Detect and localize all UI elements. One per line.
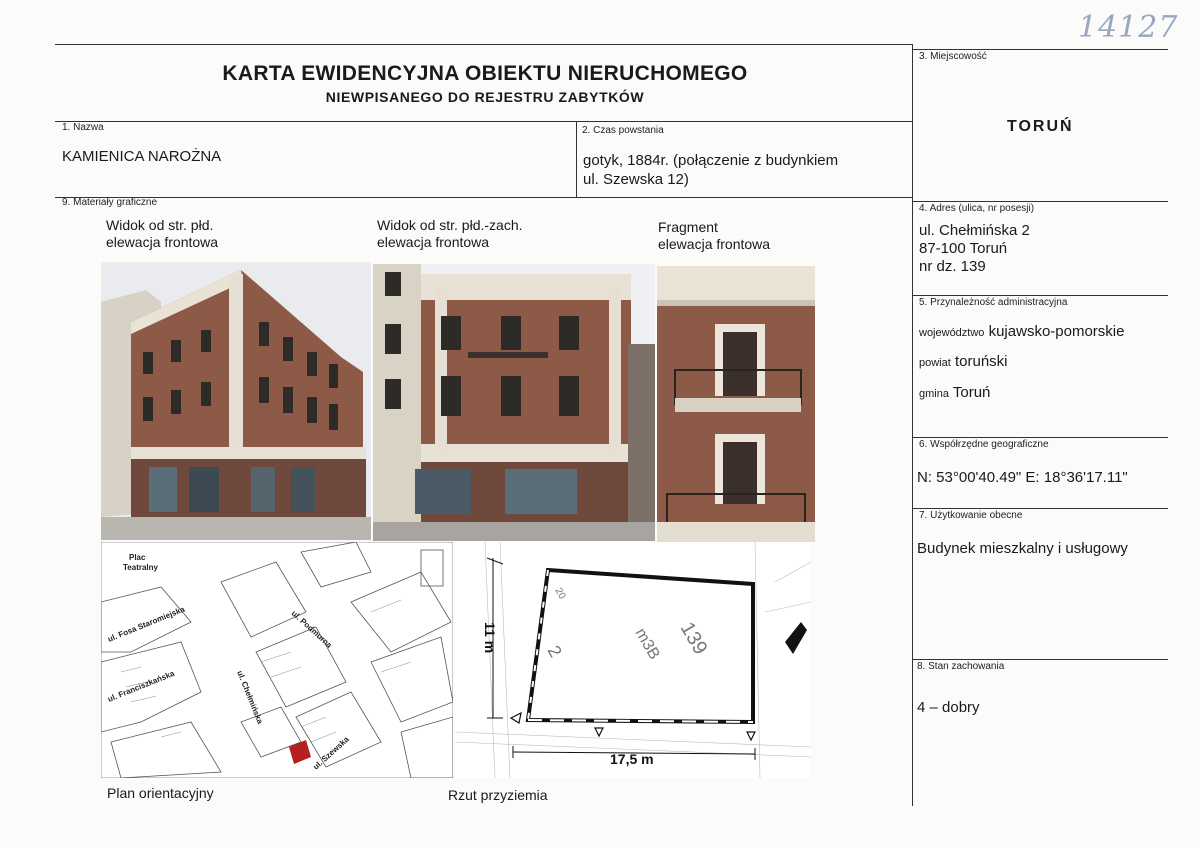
- photo2-caption: Widok od str. płd.-zach. elewacja frontowa: [377, 217, 523, 250]
- map-label-franciszkanska: ul. Franciszkańska: [106, 668, 176, 704]
- graphics-label: 9. Materiały graficzne: [62, 197, 158, 208]
- floorplan-height-label: 11 m: [482, 622, 498, 654]
- coordinates-value: N: 53°00'40.49" E: 18°36'17.11": [917, 469, 1128, 486]
- condition-value: 4 – dobry: [917, 699, 980, 716]
- photo1-caption: Widok od str. płd. elewacja frontowa: [106, 217, 219, 250]
- address-line1: ul. Chełmińska 2: [919, 222, 1030, 239]
- plan-caption: Plan orientacyjny: [107, 785, 214, 801]
- map-label-chelminska: ul. Chełmińska: [235, 669, 265, 726]
- floorplan-mark-2: 2: [543, 642, 566, 661]
- coordinates-label: 6. Współrzędne geograficzne: [919, 439, 1049, 450]
- row-divider-2: [55, 197, 913, 198]
- photo-fragment: [657, 266, 815, 542]
- photo-southwest-view: [373, 264, 655, 541]
- admin-label: 5. Przynależność administracyjna: [919, 297, 1068, 308]
- right-row-divider-1: [913, 201, 1168, 202]
- locality-label: 3. Miejscowość: [919, 51, 987, 62]
- orientation-map: [101, 542, 453, 778]
- floorplan-mark-m3b: m3B: [631, 625, 663, 663]
- right-top-border: [913, 49, 1168, 50]
- floorplan-parcel-number: 139: [675, 618, 712, 659]
- admin-commune: gmina Toruń: [919, 384, 991, 401]
- name-label: 1. Nazwa: [62, 122, 104, 133]
- photo-south-view: [101, 262, 371, 540]
- current-use-label: 7. Użytkowanie obecne: [919, 510, 1023, 521]
- construction-time-label: 2. Czas powstania: [582, 125, 664, 136]
- row-divider-1: [55, 121, 913, 122]
- construction-time-line1: gotyk, 1884r. (połączenie z budynkiem: [583, 152, 839, 169]
- address-label: 4. Adres (ulica, nr posesji): [919, 203, 1035, 214]
- handwritten-inventory-number: 14127: [1078, 10, 1179, 45]
- map-label-teatralny: Teatralny: [123, 563, 158, 572]
- floorplan-mark-20: 20: [552, 586, 568, 602]
- name-time-divider: [576, 121, 577, 198]
- column-divider: [912, 44, 913, 806]
- admin-voivodeship: województwo kujawsko-pomorskie: [919, 323, 1125, 340]
- locality-value: TORUŃ: [1007, 118, 1074, 135]
- map-label-fosa: ul. Fosa Staromiejska: [106, 604, 187, 644]
- address-line2: 87-100 Toruń: [919, 240, 1008, 257]
- right-row-divider-4: [913, 508, 1168, 509]
- document-subtitle: NIEWPISANEGO DO REJESTRU ZABYTKÓW: [325, 89, 645, 105]
- floorplan-caption: Rzut przyziemia: [448, 787, 548, 803]
- floorplan-width-label: 17,5 m: [610, 751, 654, 767]
- right-row-divider-3: [913, 437, 1168, 438]
- document-title: KARTA EWIDENCYJNA OBIEKTU NIERUCHOMEGO: [222, 62, 748, 85]
- photo3-caption: Fragment elewacja frontowa: [658, 219, 771, 252]
- top-border: [55, 44, 913, 45]
- admin-county: powiat toruński: [919, 353, 1008, 370]
- right-row-divider-2: [913, 295, 1168, 296]
- current-use-value: Budynek mieszkalny i usługowy: [917, 540, 1128, 557]
- map-label-podmurna: ul. Podmurna: [289, 608, 334, 650]
- map-label-plac: Plac: [129, 553, 146, 562]
- address-line3: nr dz. 139: [919, 258, 986, 275]
- right-row-divider-5: [913, 659, 1168, 660]
- construction-time-line2: ul. Szewska 12): [583, 171, 689, 188]
- floor-plan: [455, 542, 811, 778]
- map-label-szewska: ul. Szewska: [311, 734, 351, 772]
- name-value: KAMIENICA NAROŻNA: [62, 148, 222, 165]
- condition-label: 8. Stan zachowania: [917, 661, 1005, 672]
